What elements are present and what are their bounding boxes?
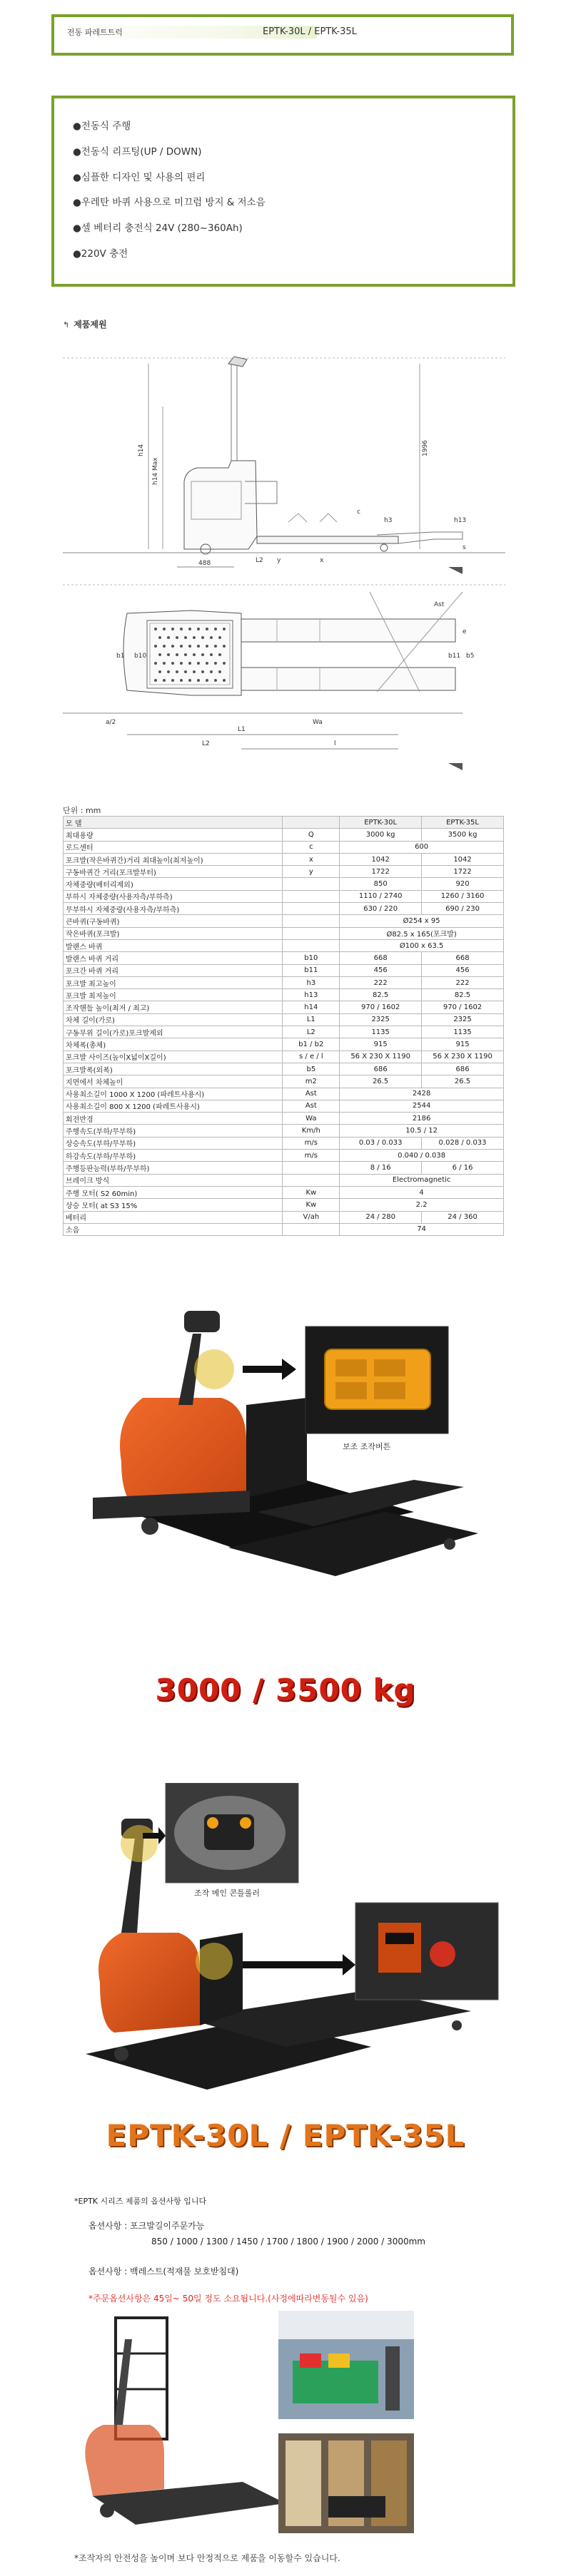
table-cell: 로드센터 xyxy=(64,841,283,853)
table-row xyxy=(64,903,504,915)
table-row xyxy=(64,976,504,988)
table-cell: 구동부위 길이(가로)포크발제외 xyxy=(64,1026,283,1038)
table-cell: 668 xyxy=(422,952,504,964)
table-cell: 지면에서 차체높이 xyxy=(64,1075,283,1088)
table-header-cell: 모 델 xyxy=(64,817,283,829)
table-cell: Q xyxy=(283,829,340,841)
table-cell: 915 xyxy=(422,1038,504,1051)
dim-label-h14: h14 xyxy=(138,444,145,456)
features-box xyxy=(51,96,515,287)
table-cell xyxy=(283,890,340,902)
table-cell: 상승속도(부하/무부하) xyxy=(64,1137,283,1149)
charging-caption: 충전케이블 및 전원버튼(비상) xyxy=(344,2007,447,2016)
table-cell: Wa xyxy=(283,1113,340,1125)
dim-label-b10: b10 xyxy=(134,653,147,660)
table-cell: m/s xyxy=(283,1150,340,1162)
feature-item: ●심플한 디자인 및 사용의 편리 xyxy=(73,171,206,183)
product-model: EPTK-30L / EPTK-35L xyxy=(263,26,357,37)
option-warning: *주문옵션사항은 45일~ 50일 정도 소요됩니다.(사정에따라변동될수 있음) xyxy=(89,2294,368,2304)
options-intro: *EPTK 시리즈 제품의 옵션사항 입니다 xyxy=(74,2197,207,2206)
table-row xyxy=(64,1026,504,1038)
table-cell: 발랜스 바퀴 xyxy=(64,939,283,951)
table-row xyxy=(64,915,504,927)
table-cell xyxy=(283,878,340,890)
table-cell: 56 X 230 X 1190 xyxy=(422,1051,504,1063)
table-row xyxy=(64,829,504,841)
table-cell: 24 / 280 xyxy=(340,1211,422,1223)
table-cell: 최대용량 xyxy=(64,829,283,841)
table-cell: 사용최소길이 1000 X 1200 (파레트사용시) xyxy=(64,1088,283,1100)
table-row xyxy=(64,890,504,902)
table-cell xyxy=(283,1174,340,1186)
option-backrest: 옵션사항 : 백레스트(적재물 보호받침대) xyxy=(89,2266,239,2276)
aux-button-caption: 보조 조작버튼 xyxy=(343,1442,391,1451)
table-cell: c xyxy=(283,841,340,853)
table-row xyxy=(64,878,504,890)
table-cell: 456 xyxy=(340,964,422,976)
table-cell: 1110 / 2740 xyxy=(340,890,422,902)
spec-table-body xyxy=(64,829,504,1236)
table-cell: h13 xyxy=(283,989,340,1001)
table-cell: Km/h xyxy=(283,1125,340,1137)
table-cell xyxy=(283,903,340,915)
table-row xyxy=(64,989,504,1001)
dim-label-h3: h3 xyxy=(384,517,393,524)
table-cell: b5 xyxy=(283,1063,340,1075)
table-cell: 456 xyxy=(422,964,504,976)
table-cell: 포크발 최저높이 xyxy=(64,989,283,1001)
table-cell: 브레이크 방식 xyxy=(64,1174,283,1186)
table-cell: y xyxy=(283,866,340,878)
drawing-svg xyxy=(63,335,505,792)
table-row xyxy=(64,1088,504,1100)
title-box xyxy=(51,14,514,56)
table-cell: 발랜스 바퀴 거리 xyxy=(64,952,283,964)
table-cell: m/s xyxy=(283,1137,340,1149)
controller-caption: 조작 메인 콘틀롤러 xyxy=(194,1888,261,1898)
table-cell: 3500 kg xyxy=(422,829,504,841)
table-row xyxy=(64,1001,504,1013)
table-row xyxy=(64,1174,504,1186)
table-cell: 포크발 사이즈(높이X넓이X길이) xyxy=(64,1051,283,1063)
table-cell: 2544 xyxy=(340,1100,504,1112)
table-row xyxy=(64,952,504,964)
table-cell: 26.5 xyxy=(340,1075,422,1088)
table-cell: 0.03 / 0.033 xyxy=(340,1137,422,1149)
table-row xyxy=(64,1051,504,1063)
table-row xyxy=(64,939,504,951)
table-row xyxy=(64,1186,504,1198)
spec-table xyxy=(63,816,504,1236)
table-cell xyxy=(283,915,340,927)
dim-label-e: e xyxy=(463,628,467,635)
dim-label-1996: 1996 xyxy=(422,440,429,456)
table-row xyxy=(64,1162,504,1174)
table-row xyxy=(64,1063,504,1075)
table-cell: 포크발(작은바퀴간)거리 최대높이(최저높이) xyxy=(64,853,283,865)
table-cell: 2325 xyxy=(340,1013,422,1026)
dim-label-x: x xyxy=(320,557,324,564)
table-cell: 하강속도(부하/무부하) xyxy=(64,1150,283,1162)
table-cell: V/ah xyxy=(283,1211,340,1223)
capacity-caption: 3000 / 3500 kg xyxy=(155,1672,416,1707)
table-row xyxy=(64,1100,504,1112)
table-header-cell: EPTK-35L xyxy=(422,817,504,829)
dim-label-l2: L2 xyxy=(256,557,263,564)
table-cell: 포크간 바퀴 거리 xyxy=(64,964,283,976)
table-row xyxy=(64,866,504,878)
table-cell: 920 xyxy=(422,878,504,890)
table-cell xyxy=(283,927,340,939)
table-cell: 600 xyxy=(340,841,504,853)
table-row xyxy=(64,1223,504,1235)
table-cell: 3000 kg xyxy=(340,829,422,841)
dim-label-a2: a/2 xyxy=(106,719,116,726)
table-cell: 686 xyxy=(422,1063,504,1075)
table-cell: 주행 모터( S2 60min) xyxy=(64,1186,283,1198)
table-cell: 1135 xyxy=(422,1026,504,1038)
truck-photo-2 xyxy=(71,1783,500,2097)
model-caption: EPTK-30L / EPTK-35L xyxy=(106,2118,465,2153)
table-cell: 26.5 xyxy=(422,1075,504,1088)
table-cell: Ø100 x 63.5 xyxy=(340,939,504,951)
dim-label-h14max: h14 Max xyxy=(152,457,159,485)
table-cell: h3 xyxy=(283,976,340,988)
table-cell: 0.028 / 0.033 xyxy=(422,1137,504,1149)
table-row xyxy=(64,1125,504,1137)
dim-label-c: c xyxy=(357,508,360,516)
spec-icon: ↰ xyxy=(63,320,70,329)
table-cell: 조작핸들 높이(최저 / 최고) xyxy=(64,1001,283,1013)
table-cell xyxy=(283,1162,340,1174)
table-cell: Kw xyxy=(283,1186,340,1198)
table-cell: 2325 xyxy=(422,1013,504,1026)
dim-label-h13: h13 xyxy=(454,517,467,524)
table-cell: Ø254 x 95 xyxy=(340,915,504,927)
table-cell: 24 / 360 xyxy=(422,1211,504,1223)
dim-label-l2b: L2 xyxy=(202,740,210,747)
table-cell: 6 / 16 xyxy=(422,1162,504,1174)
table-cell: 1135 xyxy=(340,1026,422,1038)
feature-item: ●우레탄 바퀴 사용으로 미끄럼 방지 & 저소음 xyxy=(73,197,266,209)
dim-label-b5: b5 xyxy=(466,653,475,660)
table-cell: 82.5 xyxy=(422,989,504,1001)
table-cell: 970 / 1602 xyxy=(422,1001,504,1013)
table-cell xyxy=(283,1223,340,1235)
table-cell: 8 / 16 xyxy=(340,1162,422,1174)
table-cell: 상승 모터( at S3 15% xyxy=(64,1199,283,1211)
option-fork-lengths: 850 / 1000 / 1300 / 1450 / 1700 / 1800 / 1900 / 2000 / 3000mm xyxy=(151,2237,425,2247)
feature-item: ●전동식 리프팅(UP / DOWN) xyxy=(73,145,202,158)
table-cell: Ast xyxy=(283,1100,340,1112)
table-cell: 자체중량(배터리제외) xyxy=(64,878,283,890)
table-cell: Kw xyxy=(283,1199,340,1211)
table-row xyxy=(64,1013,504,1026)
product-category: 전동 파레트트럭 xyxy=(67,28,123,37)
table-cell xyxy=(283,939,340,951)
table-row xyxy=(64,1199,504,1211)
dim-label-b11: b11 xyxy=(448,653,461,660)
table-cell: 차체 길이(가로) xyxy=(64,1013,283,1026)
table-cell: Electromagnetic xyxy=(340,1174,504,1186)
table-header-cell xyxy=(283,817,340,829)
table-cell: 구동바퀴간 거리(포크발부터) xyxy=(64,866,283,878)
option-fork-label: 옵션사항 : 포크발길이주문가능 xyxy=(89,2221,205,2231)
truck-photo-1 xyxy=(79,1298,478,1590)
table-cell: b1 / b2 xyxy=(283,1038,340,1051)
table-cell: b10 xyxy=(283,952,340,964)
table-cell: 82.5 xyxy=(340,989,422,1001)
unit-label: 단위 : mm xyxy=(63,806,101,815)
table-cell: 56 X 230 X 1190 xyxy=(340,1051,422,1063)
table-cell: 850 xyxy=(340,878,422,890)
table-cell: x xyxy=(283,853,340,865)
table-cell: 무부하시 자체중량(사용자측/부하측) xyxy=(64,903,283,915)
table-cell: 970 / 1602 xyxy=(340,1001,422,1013)
table-cell: Ø82.5 x 165(포크발) xyxy=(340,927,504,939)
table-row xyxy=(64,1038,504,1051)
table-cell: h14 xyxy=(283,1001,340,1013)
table-row xyxy=(64,964,504,976)
dim-label-s: s xyxy=(463,544,466,551)
spec-heading xyxy=(63,318,107,330)
table-header-cell: EPTK-30L xyxy=(340,817,422,829)
table-row xyxy=(64,1113,504,1125)
table-cell: 베터리 xyxy=(64,1211,283,1223)
table-cell: 사용최소길이 800 X 1200 (파레트사용시) xyxy=(64,1100,283,1112)
table-cell: b11 xyxy=(283,964,340,976)
table-cell: 큰바퀴(구동바퀴) xyxy=(64,915,283,927)
table-cell: 1260 / 3160 xyxy=(422,890,504,902)
technical-drawing xyxy=(63,335,505,792)
dim-label-wa: Wa xyxy=(313,719,323,726)
table-cell: 1042 xyxy=(422,853,504,865)
table-cell: 2428 xyxy=(340,1088,504,1100)
table-cell: 222 xyxy=(340,976,422,988)
table-cell: L2 xyxy=(283,1026,340,1038)
table-cell: 630 / 220 xyxy=(340,903,422,915)
table-cell: 1722 xyxy=(340,866,422,878)
option-photos xyxy=(71,2311,500,2539)
table-row xyxy=(64,1137,504,1149)
table-row xyxy=(64,927,504,939)
table-cell: 2.2 xyxy=(340,1199,504,1211)
dim-label-b1: b1 xyxy=(116,653,125,660)
table-cell: 주행속도(부하/무부하) xyxy=(64,1125,283,1137)
feature-item: ●셀 베터리 충전식 24V (280~360Ah) xyxy=(73,223,243,235)
table-row xyxy=(64,853,504,865)
table-cell: 4 xyxy=(340,1186,504,1198)
table-row xyxy=(64,1075,504,1088)
dim-label-l: l xyxy=(334,740,336,747)
table-cell: 회전반경 xyxy=(64,1113,283,1125)
dim-label-width: 488 xyxy=(198,560,211,567)
table-row xyxy=(64,841,504,853)
table-cell: 소음 xyxy=(64,1223,283,1235)
table-cell: s / e / l xyxy=(283,1051,340,1063)
table-row xyxy=(64,1211,504,1223)
table-cell: 부하시 자체중량(사용자측/부하측) xyxy=(64,890,283,902)
table-cell: 668 xyxy=(340,952,422,964)
table-cell: 1042 xyxy=(340,853,422,865)
table-cell: 74 xyxy=(340,1223,504,1235)
table-cell: 차체폭(총체) xyxy=(64,1038,283,1051)
footer-note: *조작자의 안전성을 높이며 보다 안정적으로 제품을 이동할수 있습니다. xyxy=(74,2553,340,2563)
table-cell: 2186 xyxy=(340,1113,504,1125)
table-cell: 915 xyxy=(340,1038,422,1051)
spec-title: 제품제원 xyxy=(74,320,107,329)
dim-label-l1: L1 xyxy=(238,726,246,733)
table-cell: L1 xyxy=(283,1013,340,1026)
table-cell: 1722 xyxy=(422,866,504,878)
table-cell: 0.040 / 0.038 xyxy=(340,1150,504,1162)
table-cell: 포크발 최고높이 xyxy=(64,976,283,988)
feature-item: ●전동식 주행 xyxy=(73,121,131,132)
table-cell: Ast xyxy=(283,1088,340,1100)
dim-label-y: y xyxy=(277,557,281,564)
table-cell: 10.5 / 12 xyxy=(340,1125,504,1137)
table-cell: m2 xyxy=(283,1075,340,1088)
table-header-row xyxy=(64,817,504,829)
table-cell: 주행등판능력(부하/무부하) xyxy=(64,1162,283,1174)
table-cell: 222 xyxy=(422,976,504,988)
table-cell: 690 / 230 xyxy=(422,903,504,915)
table-cell: 686 xyxy=(340,1063,422,1075)
table-cell: 작은바퀴(포크발) xyxy=(64,927,283,939)
feature-item: ●220V 충전 xyxy=(73,247,128,260)
table-row xyxy=(64,1150,504,1162)
table-cell: 포크발폭(외폭) xyxy=(64,1063,283,1075)
dim-label-ast: Ast xyxy=(434,601,445,608)
